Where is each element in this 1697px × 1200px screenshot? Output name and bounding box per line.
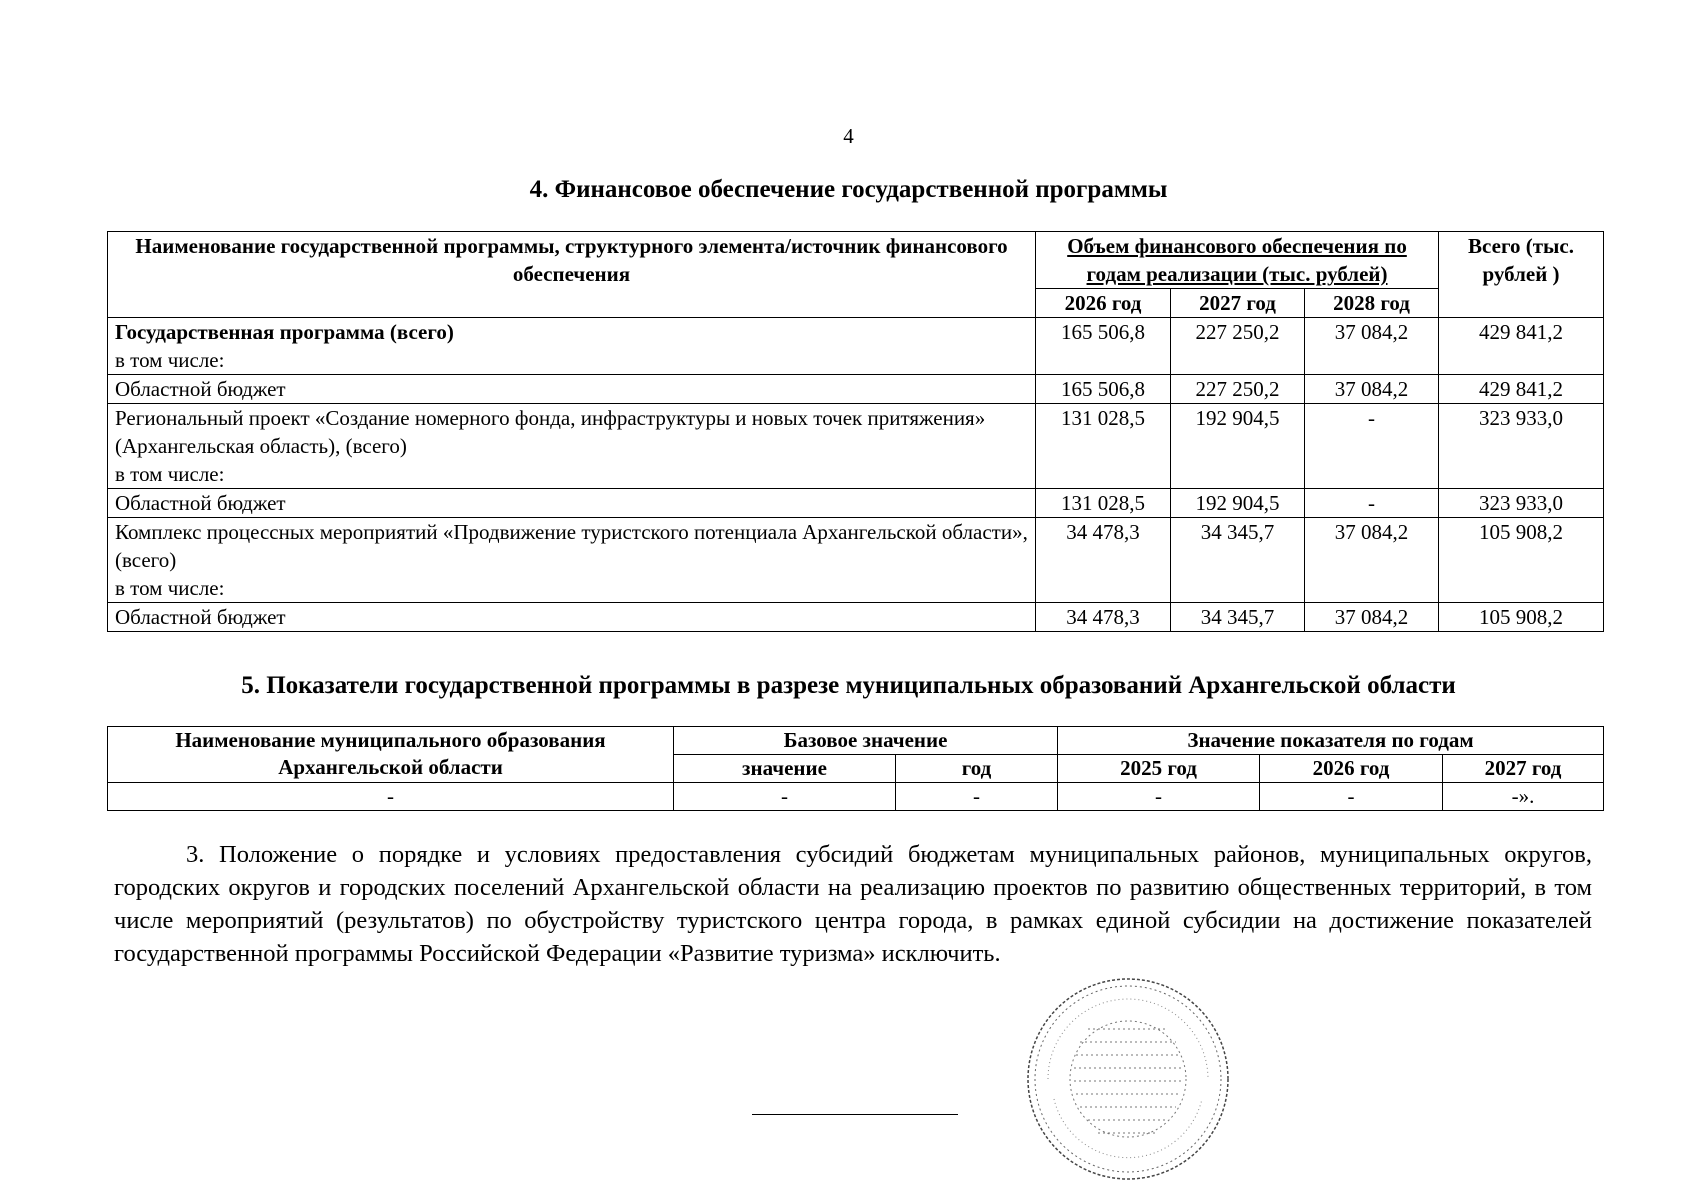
row-name: [108, 318, 1036, 375]
cell-2026: -: [1260, 783, 1443, 811]
header-base-value: Базовое значение: [674, 727, 1058, 755]
cell-2028: 37 084,2: [1305, 603, 1439, 632]
cell-2028: -: [1305, 489, 1439, 518]
row-name: [108, 518, 1036, 603]
signature-line: [752, 1114, 958, 1115]
table-row: [108, 518, 1604, 603]
header-base-value-value: значение: [674, 755, 896, 783]
cell-total: 105 908,2: [1439, 518, 1604, 603]
cell-2028: 37 084,2: [1305, 518, 1439, 603]
cell-2027: -».: [1443, 783, 1604, 811]
table-row: [108, 489, 1604, 518]
cell-total: 323 933,0: [1439, 489, 1604, 518]
header-municipality-column: Наименование муниципального образования Архангельской области: [108, 727, 674, 783]
cell-municipality: -: [108, 783, 674, 811]
table-header-row: [108, 232, 1604, 289]
table-row: [108, 318, 1604, 375]
cell-2028: -: [1305, 404, 1439, 489]
table-row: [108, 375, 1604, 404]
cell-2027: 192 904,5: [1171, 489, 1305, 518]
cell-total: 323 933,0: [1439, 404, 1604, 489]
body-paragraph: 3. Положение о порядке и условиях предоставления субсидий бюджетам муниципальных районов, муниципальных округов, городских округов и городских поселений Архангельской области на реализацию проектов по развитию общественных территорий, в том числе мероприятий (результатов) по обустройству туристского центра города, в рамках единой субсидии на достижение показателей государственной программы Российской Федерации «Развитие туризма» исключить.: [114, 841, 1592, 967]
cell-total: 429 841,2: [1439, 375, 1604, 404]
cell-2028: 37 084,2: [1305, 375, 1439, 404]
header-year-2028: 2028 год: [1305, 289, 1439, 318]
table-row: [108, 404, 1604, 489]
page-number: 4: [843, 124, 854, 148]
header-year-2027: 2027 год: [1171, 289, 1305, 318]
cell-2026: 131 028,5: [1036, 404, 1171, 489]
cell-total: 429 841,2: [1439, 318, 1604, 375]
row-name: [108, 404, 1036, 489]
row-subtitle: в том числе:: [115, 348, 225, 372]
table-header-row: [108, 727, 1604, 755]
cell-2027: 192 904,5: [1171, 404, 1305, 489]
cell-2026: 131 028,5: [1036, 489, 1171, 518]
table-row: [108, 603, 1604, 632]
section-4-title: 4. Финансовое обеспечение государственной программы: [529, 176, 1168, 203]
official-seal-stamp: [1018, 974, 1238, 1184]
header-year-2026: 2026 год: [1260, 755, 1443, 783]
cell-2026: 165 506,8: [1036, 318, 1171, 375]
header-year-2027: 2027 год: [1443, 755, 1604, 783]
row-name: Областной бюджет: [108, 489, 1036, 518]
cell-2026: 34 478,3: [1036, 603, 1171, 632]
cell-2027: 34 345,7: [1171, 518, 1305, 603]
table-row: [108, 783, 1604, 811]
row-subtitle: в том числе:: [115, 576, 225, 600]
header-year-2025: 2025 год: [1058, 755, 1260, 783]
cell-2026: 165 506,8: [1036, 375, 1171, 404]
header-volume-column: [1036, 232, 1439, 289]
cell-2026: 34 478,3: [1036, 518, 1171, 603]
row-subtitle: в том числе:: [115, 462, 225, 486]
section-5-title: 5. Показатели государственной программы в разрезе муниципальных образований Архангельской области: [241, 672, 1456, 699]
cell-2025: -: [1058, 783, 1260, 811]
municipal-indicators-table: [107, 726, 1604, 811]
header-base-value-year: год: [896, 755, 1058, 783]
cell-2027: 227 250,2: [1171, 375, 1305, 404]
cell-base-year: -: [896, 783, 1058, 811]
header-year-2026: 2026 год: [1036, 289, 1171, 318]
cell-2027: 227 250,2: [1171, 318, 1305, 375]
row-name: Областной бюджет: [108, 375, 1036, 404]
row-title: Комплекс процессных мероприятий «Продвижение туристского потенциала Архангельской области», (всего): [115, 520, 1028, 572]
header-name-column: Наименование государственной программы, структурного элемента/источник финансового обеспечения: [108, 232, 1036, 318]
cell-2027: 34 345,7: [1171, 603, 1305, 632]
row-title: Государственная программа (всего): [115, 320, 454, 344]
row-name: Областной бюджет: [108, 603, 1036, 632]
header-values-by-years: Значение показателя по годам: [1058, 727, 1604, 755]
cell-total: 105 908,2: [1439, 603, 1604, 632]
header-volume-label: Объем финансового обеспечения по годам реализации (тыс. рублей): [1067, 234, 1407, 286]
financing-table: [107, 231, 1604, 632]
cell-2028: 37 084,2: [1305, 318, 1439, 375]
cell-base-value: -: [674, 783, 896, 811]
row-title: Региональный проект «Создание номерного фонда, инфраструктуры и новых точек притяжения» (Архангельская область), (всего): [115, 406, 986, 458]
header-total-column: Всего (тыс. рублей ): [1439, 232, 1604, 318]
